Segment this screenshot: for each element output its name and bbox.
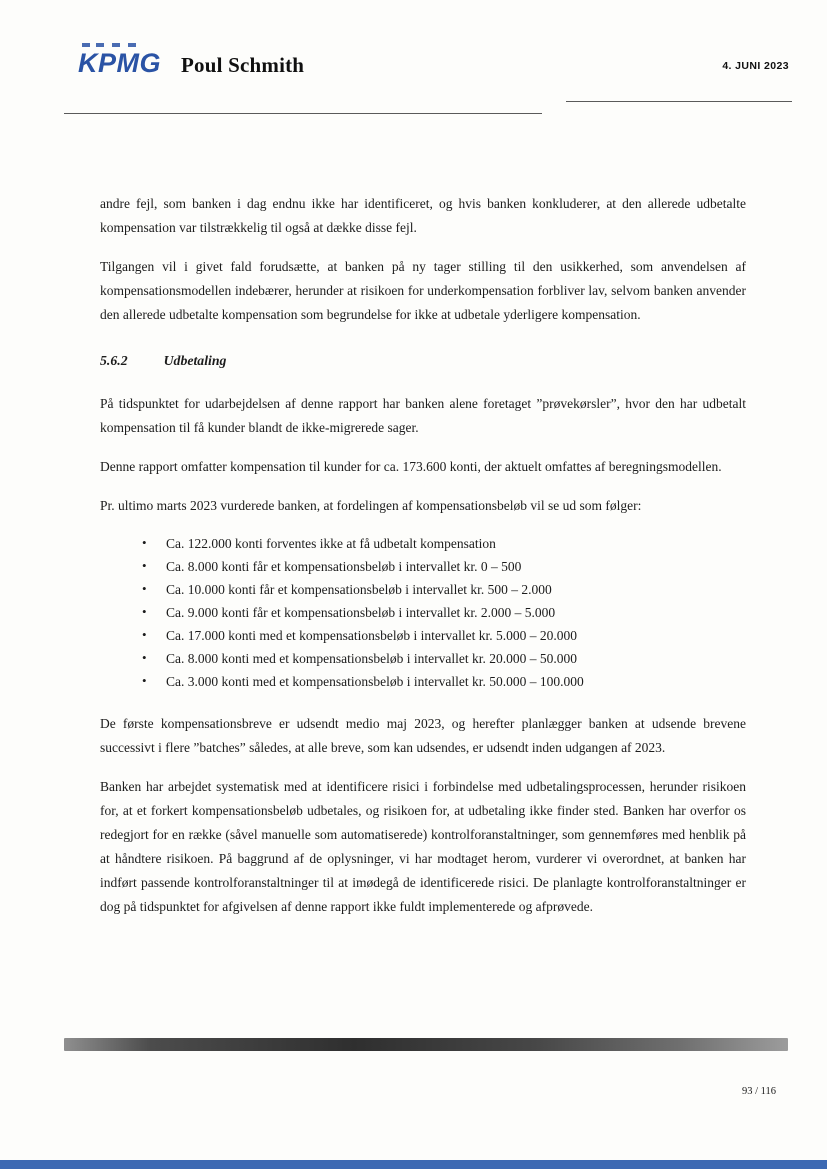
bullet-icon: • — [142, 557, 147, 573]
footer-divider-bar — [64, 1038, 788, 1051]
bullet-icon: • — [142, 672, 147, 688]
bullet-icon: • — [142, 649, 147, 665]
compensation-bullet-list — [100, 533, 746, 692]
bullet-icon: • — [142, 626, 147, 642]
section-number: 5.6.2 — [100, 353, 128, 369]
list-item — [142, 648, 746, 669]
header-rule-right — [566, 101, 792, 102]
list-item-text: Ca. 8.000 konti får et kompensationsbeløb i intervallet kr. 0 – 500 — [166, 558, 522, 574]
paragraph: Tilgangen vil i givet fald forudsætte, at banken på ny tager stilling til den usikkerhed, som anvendelsen af kompensationsmodellen indebærer, herunder at risikoen for underkompensation forbliver lav, selvom banken anvender den allerede udbetalte kompensation som begrundelse for ikke at udbetale yderligere kompensation. — [100, 259, 746, 323]
bullet-icon: • — [142, 603, 147, 619]
paragraph: Denne rapport omfatter kompensation til kunder for ca. 173.600 konti, der aktuelt omfattes af beregningsmodellen. — [100, 458, 722, 474]
page-header — [78, 50, 789, 78]
list-item-text: Ca. 3.000 konti med et kompensationsbeløb i intervallet kr. 50.000 – 100.000 — [166, 673, 584, 689]
list-item — [142, 602, 746, 623]
paragraph: andre fejl, som banken i dag endnu ikke har identificeret, og hvis banken konkluderer, at den allerede udbetalte kompensation var tilstrækkelig til også at dække disse fejl. — [100, 196, 746, 236]
poul-schmith-logo: Poul Schmith — [181, 53, 305, 77]
list-item-text: Ca. 17.000 konti med et kompensationsbeløb i intervallet kr. 5.000 – 20.000 — [166, 627, 577, 643]
list-item-text: Ca. 10.000 konti får et kompensationsbeløb i intervallet kr. 500 – 2.000 — [166, 581, 552, 597]
bottom-blue-strip — [0, 1160, 827, 1169]
kpmg-logo: KPMG — [78, 48, 161, 78]
paragraph: Pr. ultimo marts 2023 vurderede banken, at fordelingen af kompensationsbeløb vil se ud som følger: — [100, 497, 642, 513]
list-item — [142, 579, 746, 600]
list-item-text: Ca. 8.000 konti med et kompensationsbeløb i intervallet kr. 20.000 – 50.000 — [166, 650, 577, 666]
header-rule-left — [64, 113, 542, 114]
page-number: 93 / 116 — [742, 1086, 777, 1097]
list-item — [142, 556, 746, 577]
list-item — [142, 671, 746, 692]
list-item — [142, 533, 746, 554]
paragraph: På tidspunktet for udarbejdelsen af denne rapport har banken alene foretaget ”prøvekørsler”, hvor den har udbetalt kompensation til få kunder blandt de ikke-migrerede sager. — [100, 395, 746, 435]
list-item — [142, 625, 746, 646]
brand-block — [78, 50, 304, 78]
list-item-text: Ca. 9.000 konti får et kompensationsbeløb i intervallet kr. 2.000 – 5.000 — [166, 604, 556, 620]
paragraph: Banken har arbejdet systematisk med at identificere risici i forbindelse med udbetalingsprocessen, herunder risikoen for, at et forkert kompensationsbeløb udbetales, og risikoen for, at udbetaling ikke finder sted. Banken har overfor os redegjort for en række (såvel manuelle som automatiserede) kontrolforanstaltninger, som gennemføres med henblik på at håndtere risikoen. På baggrund af de oplysninger, vi har modtaget herom, vurderer vi overordnet, at banken har indført passende kontrolforanstaltninger til at imødegå de identificerede risici. De planlagte kontrolforanstaltninger er dog på tidspunktet for afgivelsen af denne rapport ikke fuldt implementerede og afprøvede. — [100, 779, 746, 915]
document-body — [100, 192, 746, 934]
paragraph: De første kompensationsbreve er udsendt medio maj 2023, og herefter planlægger banken at udsende brevene successivt i flere ”batches” således, at alle breve, som kan udsendes, er udsendt inden udgangen af 2023. — [100, 716, 746, 756]
section-heading — [100, 349, 746, 374]
bullet-icon: • — [142, 580, 147, 596]
list-item-text: Ca. 122.000 konti forventes ikke at få udbetalt kompensation — [166, 535, 496, 551]
bullet-icon: • — [142, 534, 147, 550]
section-title: Udbetaling — [163, 353, 227, 369]
document-date: 4. JUNI 2023 — [722, 60, 789, 72]
